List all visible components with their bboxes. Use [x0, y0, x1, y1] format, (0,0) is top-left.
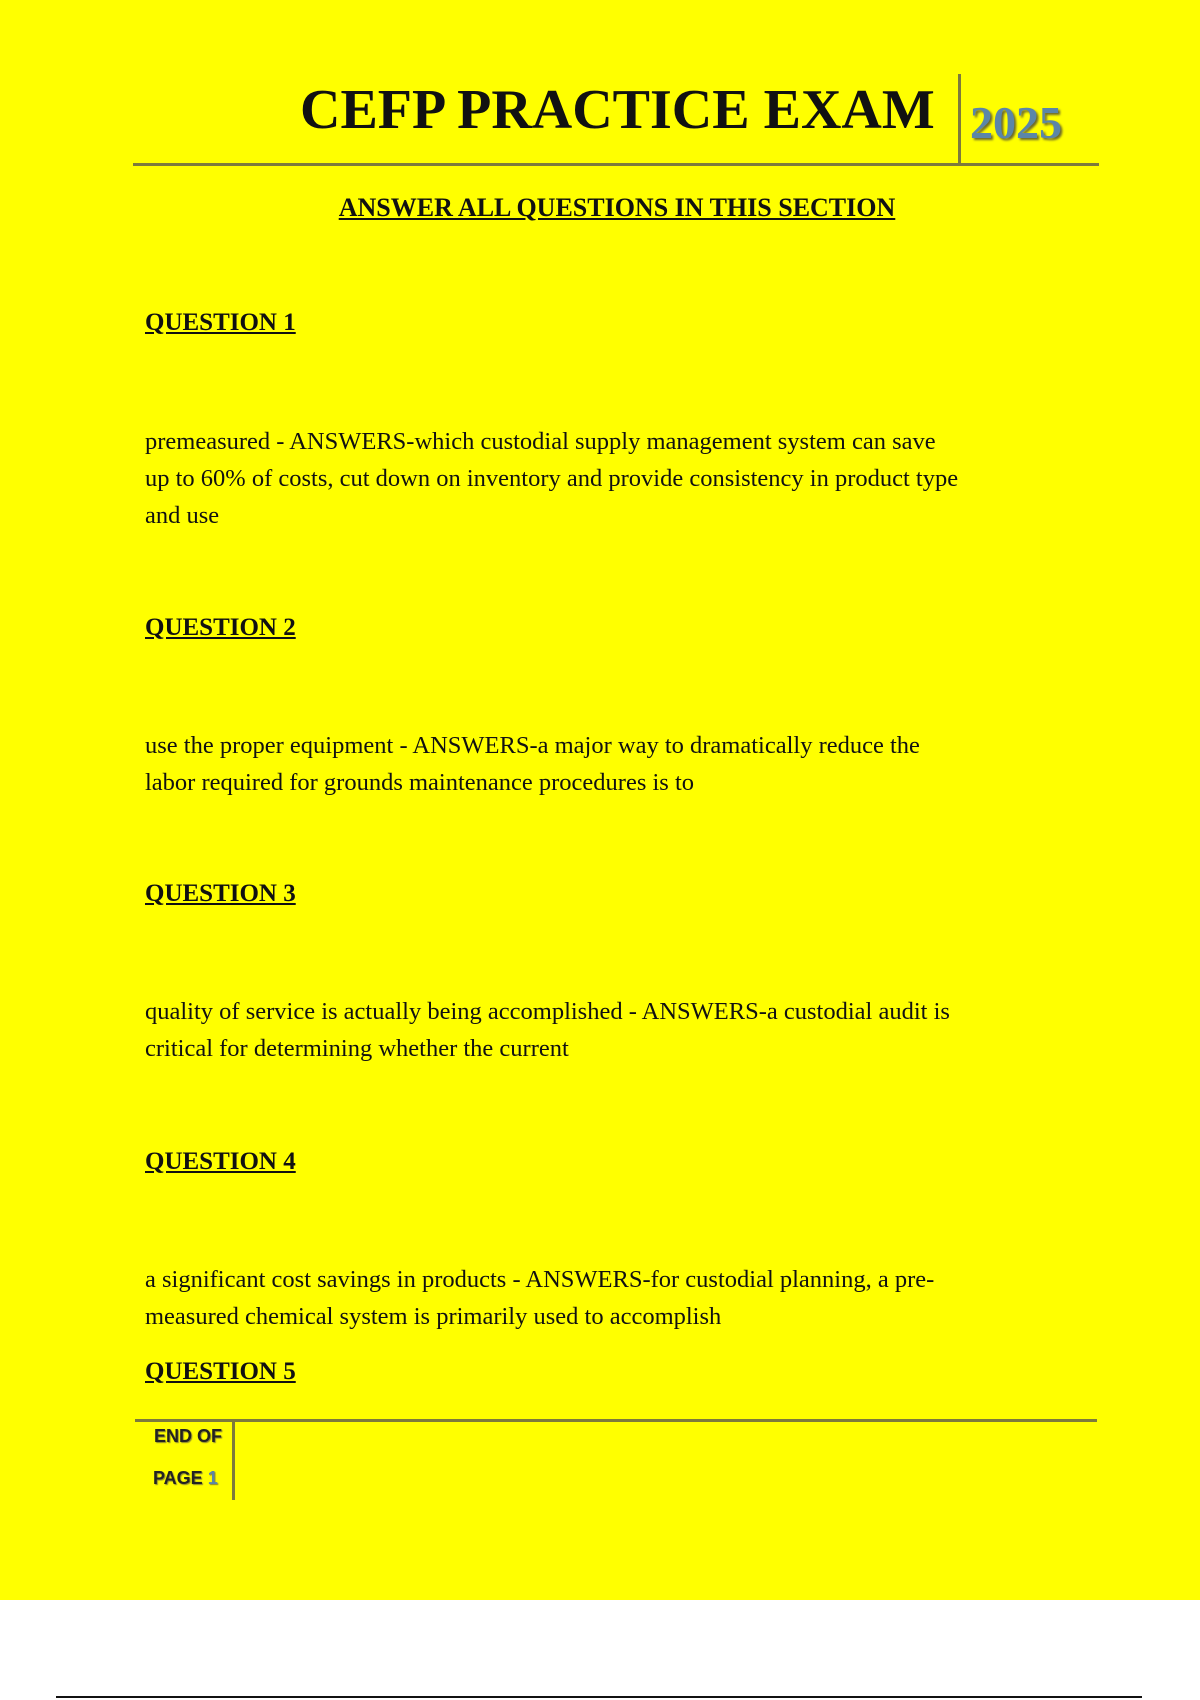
- text-line: labor required for grounds maintenance procedures is to: [145, 769, 695, 796]
- page-title: CEFP PRACTICE EXAM: [300, 79, 935, 141]
- text-line: premeasured - ANSWERS-which custodial supply management system can save: [145, 428, 936, 455]
- footer-page-label: [153, 1468, 218, 1489]
- text-line: use the proper equipment - ANSWERS-a major way to dramatically reduce the: [145, 732, 920, 759]
- text-line: up to 60% of costs, cut down on inventory and provide consistency in product type: [145, 465, 959, 492]
- question-4-text: [145, 1261, 934, 1335]
- question-2-heading: QUESTION 2: [145, 614, 296, 641]
- footer-divider: [232, 1420, 235, 1500]
- bottom-rule: [56, 1696, 1142, 1698]
- header-divider: [958, 74, 961, 164]
- footer-page-number: 1: [207, 1468, 218, 1488]
- text-line: measured chemical system is primarily used to accomplish: [145, 1303, 722, 1330]
- question-3-text: [145, 993, 950, 1067]
- text-line: and use: [145, 502, 220, 529]
- text-line: critical for determining whether the current: [145, 1035, 569, 1062]
- section-title: ANSWER ALL QUESTIONS IN THIS SECTION: [338, 193, 896, 222]
- footer-page-word: PAGE: [153, 1468, 203, 1488]
- footer-end-of: END OF: [154, 1426, 223, 1446]
- text-line: a significant cost savings in products - ANSWERS-for custodial planning, a pre-: [145, 1266, 935, 1293]
- footer-rule: [135, 1419, 1097, 1422]
- header-rule: [133, 163, 1099, 166]
- question-2-text: [145, 727, 920, 801]
- header-year: 2025: [970, 97, 1062, 148]
- question-4-heading: QUESTION 4: [145, 1148, 296, 1175]
- question-1-heading: QUESTION 1: [145, 309, 296, 336]
- text-line: quality of service is actually being accomplished - ANSWERS-a custodial audit is: [145, 998, 950, 1025]
- question-1-text: [145, 423, 958, 534]
- question-5-heading: QUESTION 5: [145, 1358, 296, 1385]
- question-3-heading: QUESTION 3: [145, 880, 296, 907]
